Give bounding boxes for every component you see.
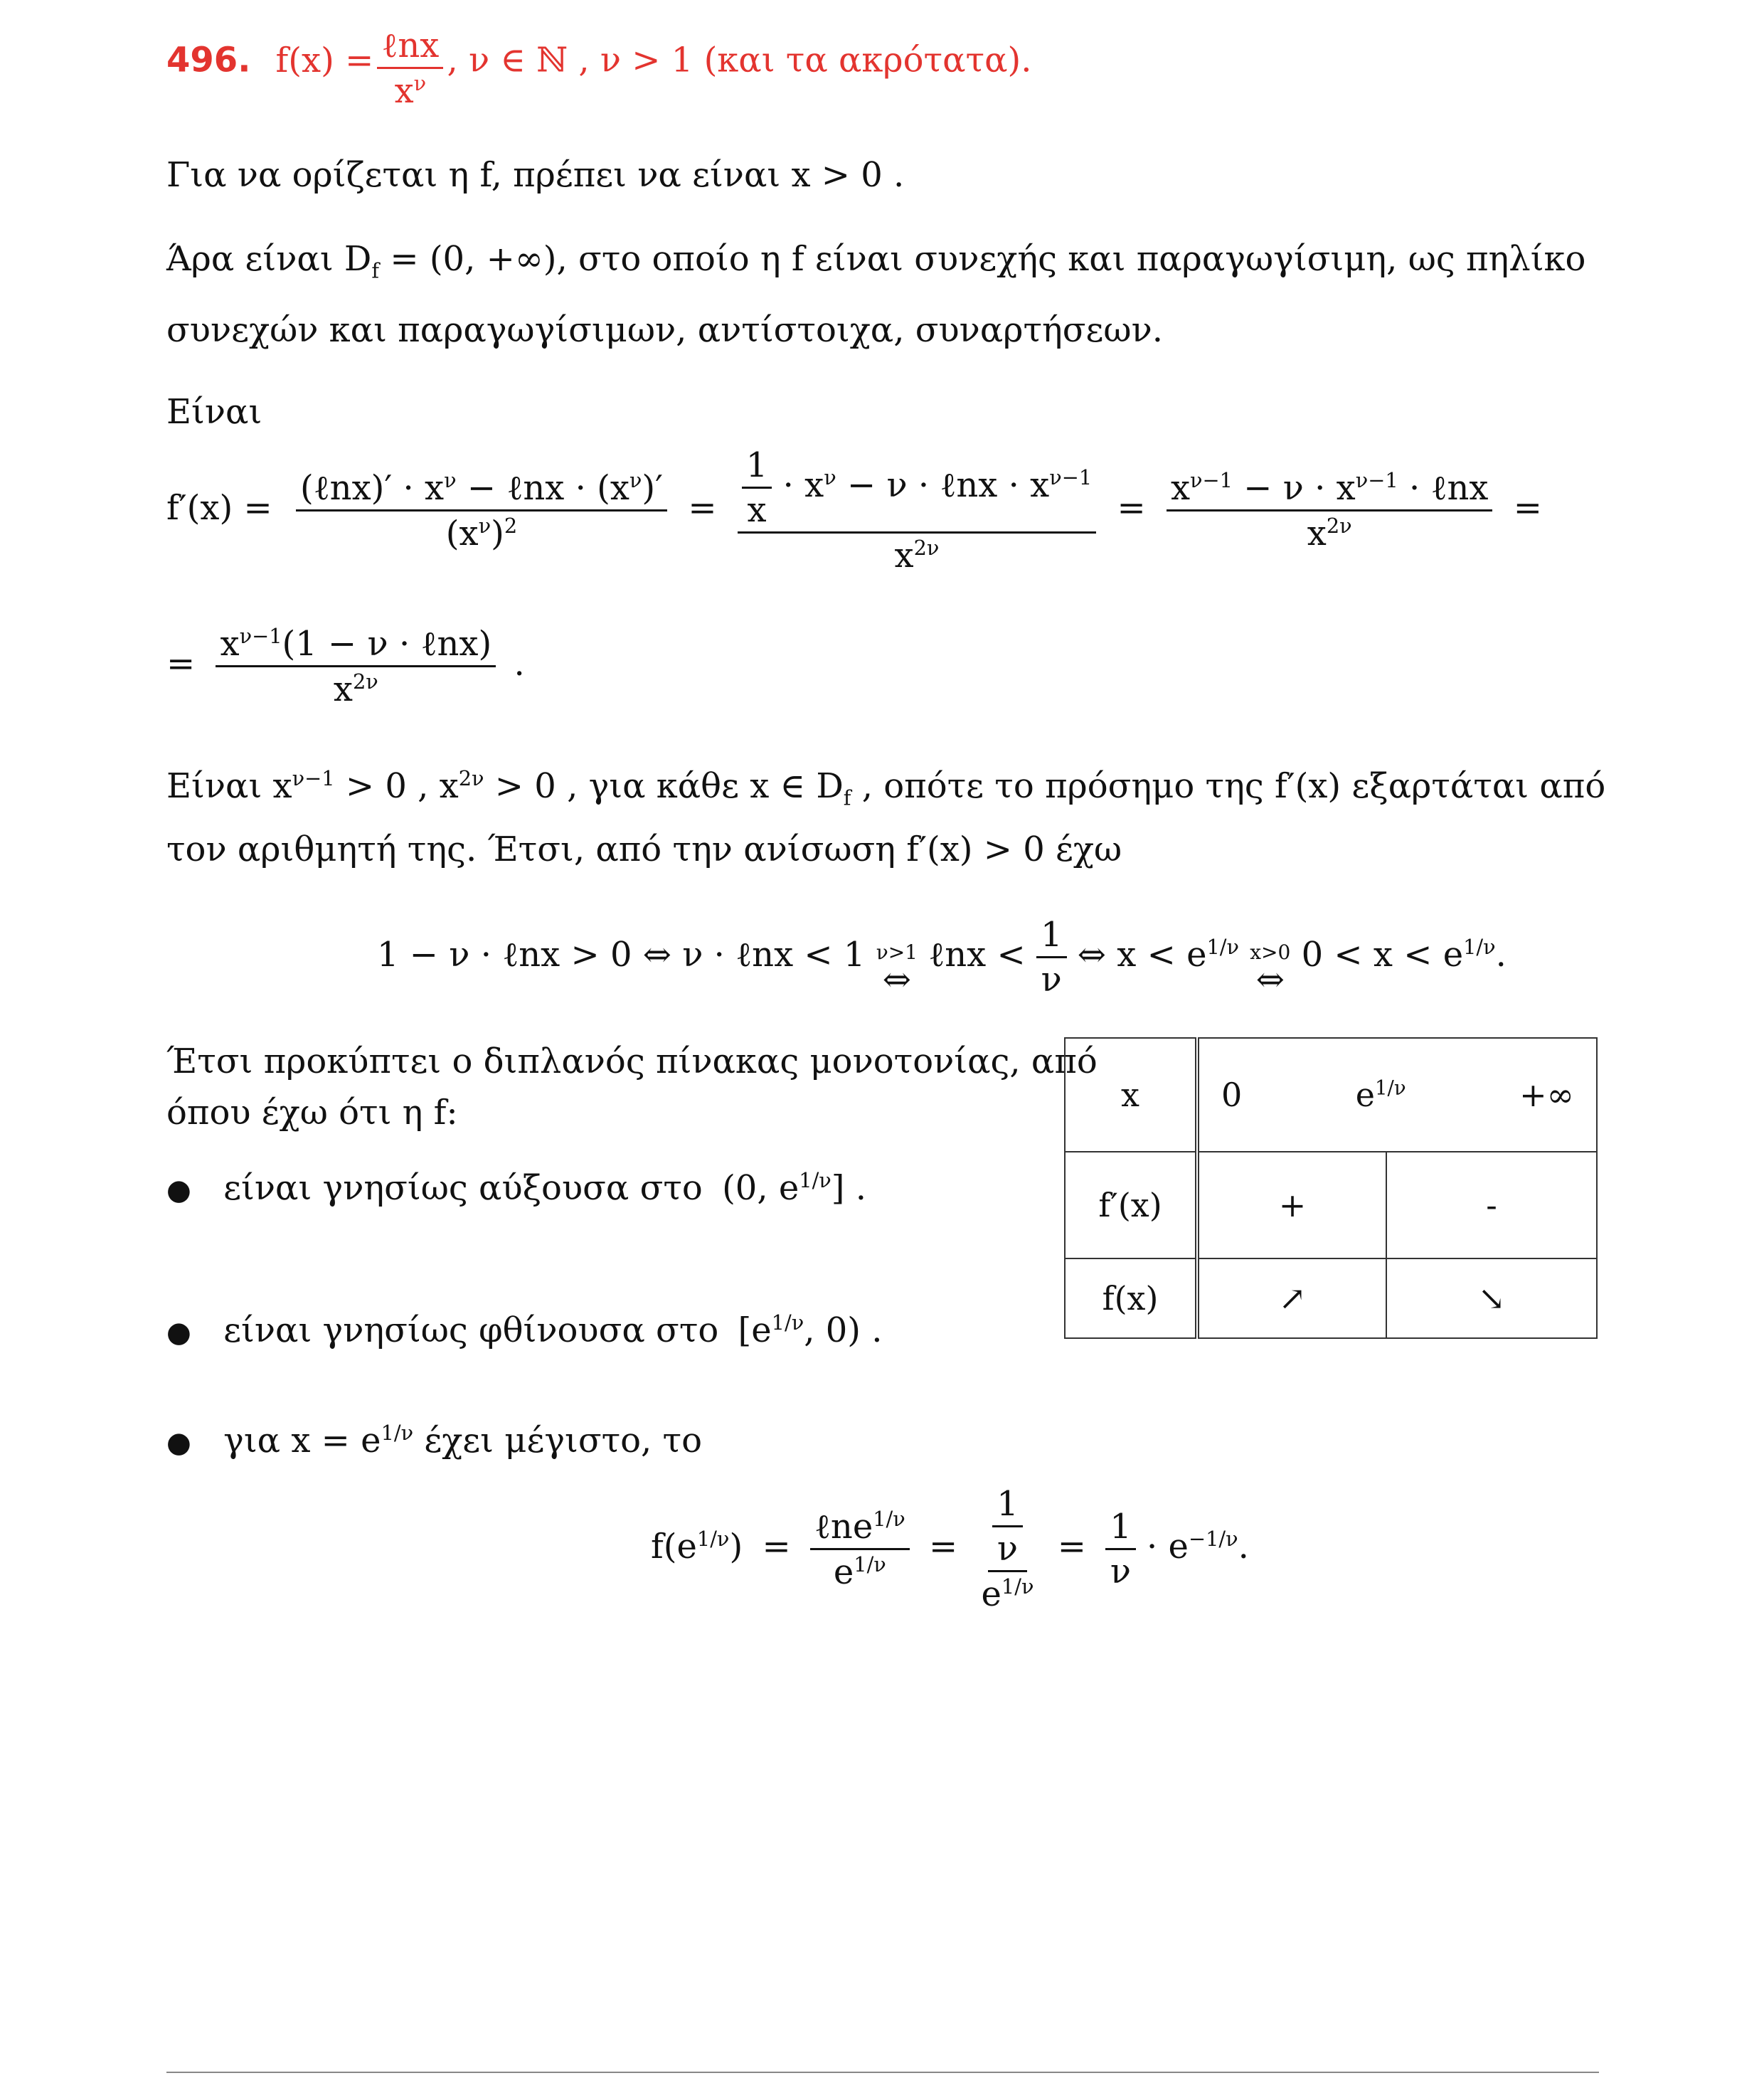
- frac1-den: (x: [445, 514, 479, 553]
- problem-numerator: ℓnx: [377, 28, 443, 69]
- ineq-end: .: [1495, 935, 1507, 975]
- table-row-x: [1065, 1038, 1597, 1152]
- maximum-line: [651, 1484, 1249, 1614]
- derivative-frac-3: [1167, 470, 1493, 551]
- max-frac-2: [977, 1484, 1038, 1614]
- table-fprime-label: f′(x): [1065, 1152, 1197, 1258]
- table-f-decreasing-icon: ↘: [1386, 1258, 1597, 1338]
- table-intro-1: Έτσι προκύπτει ο διπλανός πίνακας μονοτονίας, από: [166, 1042, 1098, 1081]
- eq-4: =: [166, 644, 196, 684]
- table-f-increasing-icon: ↗: [1197, 1258, 1386, 1338]
- max-tail-exp: −1/ν: [1188, 1527, 1238, 1551]
- b3-end: έχει μέγιστο, το: [413, 1421, 703, 1461]
- ineq-d-exp: 1/ν: [1463, 935, 1496, 959]
- b1-end: ] .: [831, 1168, 867, 1208]
- frac3-num-exp2: ν−1: [1355, 468, 1398, 492]
- derivative-line: [166, 445, 1552, 576]
- derivative-frac-1: [296, 470, 667, 551]
- frac1-num-tail: − ℓnx · (x: [456, 468, 629, 508]
- problem-number: 496.: [166, 40, 251, 80]
- df-sub: f: [371, 258, 380, 283]
- sign-line-2: τον αριθμητή της. Έτσι, από την ανίσωση f′(x) > 0 έχω: [166, 830, 1122, 869]
- bullet-1: [166, 1168, 867, 1208]
- max-f3-num: 1: [1105, 1510, 1136, 1550]
- max-f1-num: ℓne: [814, 1507, 873, 1547]
- b3-exp: 1/ν: [381, 1421, 414, 1445]
- ineq-c: ⇔ x < e: [1077, 935, 1207, 975]
- max-eq-3: =: [1057, 1527, 1086, 1567]
- frac1-den-exp: ν: [478, 514, 492, 538]
- max-arg-end: ): [729, 1527, 743, 1567]
- frac2-num-tail: · x: [772, 465, 824, 505]
- frac2-inner-den: x: [747, 490, 767, 530]
- b2-exp: 1/ν: [771, 1310, 804, 1335]
- problem-fraction: [377, 26, 443, 111]
- inequality-line: [377, 915, 1507, 1000]
- monotonicity-table: [1064, 1037, 1598, 1339]
- d2-den-exp: 2ν: [352, 669, 378, 694]
- d2-num-exp: ν−1: [239, 624, 282, 648]
- bullet-3: [166, 1421, 703, 1461]
- frac2-inner-num: 1: [742, 448, 772, 489]
- max-eq-2: =: [929, 1527, 958, 1567]
- table-header-e-exp: 1/ν: [1375, 1076, 1406, 1100]
- sign-a-exp: ν−1: [292, 766, 335, 790]
- table-fprime-plus: +: [1197, 1152, 1386, 1258]
- max-eq-1: =: [762, 1527, 791, 1567]
- max-f3-den: ν: [1110, 1552, 1132, 1591]
- d2-dot: .: [514, 644, 525, 684]
- max-tail: · e: [1147, 1527, 1189, 1567]
- max-end: .: [1238, 1527, 1249, 1567]
- table-header-zero: 0: [1221, 1076, 1243, 1114]
- max-f1-num-exp: 1/ν: [873, 1507, 905, 1531]
- sign-c-sub: f: [843, 785, 851, 810]
- table-f-label: f(x): [1065, 1258, 1197, 1338]
- frac2-num-exp1: ν: [824, 465, 836, 489]
- sign-d: , οπότε το πρόσημο της f′(x) εξαρτάται από: [851, 766, 1606, 806]
- eq-3: =: [1513, 488, 1542, 528]
- ineq-cond1-text: ν>1: [876, 940, 918, 964]
- max-f1-den: e: [833, 1552, 854, 1592]
- frac3-num: x: [1170, 468, 1191, 508]
- max-arg-exp: 1/ν: [696, 1527, 730, 1551]
- max-frac-3: [1105, 1507, 1136, 1591]
- df-line-2: συνεχών και παραγωγίσιμων, αντίστοιχα, συναρτήσεων.: [166, 310, 1163, 350]
- b2-text: είναι γνησίως φθίνουσα στο: [223, 1310, 719, 1350]
- eq-1: =: [688, 488, 717, 528]
- ineq-cond-1: [876, 940, 918, 1000]
- ineq-cond2-text: x>0: [1250, 940, 1291, 964]
- table-intro-2: όπου έχω ότι η f:: [166, 1093, 458, 1133]
- sign-line: [166, 768, 1605, 808]
- bullet-dot-1: ●: [166, 1174, 191, 1207]
- frac1-num-end: )′: [642, 468, 664, 508]
- problem-lhs: f(x) =: [275, 40, 374, 80]
- df-interval: = (0, +∞): [379, 239, 557, 279]
- frac2-den-exp: 2ν: [913, 536, 940, 560]
- frac2-num-exp2: ν−1: [1049, 465, 1093, 489]
- frac2-inner: [742, 445, 772, 530]
- max-f2-den-exp: 1/ν: [1001, 1574, 1034, 1599]
- eq-2: =: [1117, 488, 1146, 528]
- ineq-frac-num: 1: [1036, 918, 1067, 958]
- d2-num-end: (1 − ν · ℓnx): [282, 624, 492, 664]
- problem-denominator-exp: ν: [413, 71, 427, 95]
- max-f2-num-den: ν: [997, 1529, 1019, 1569]
- table-row-fprime: [1065, 1152, 1597, 1258]
- sign-b-exp: 2ν: [458, 766, 484, 790]
- max-arg: (e: [663, 1527, 697, 1567]
- max-f: f: [651, 1527, 664, 1567]
- einai-label: Είναι: [166, 392, 262, 432]
- table-header-x: x: [1065, 1038, 1197, 1152]
- frac1-num-exp: ν: [444, 468, 457, 492]
- problem-conditions: , ν ∈ ℕ , ν > 1 (και τα ακρότατα).: [447, 40, 1032, 80]
- table-header-e-base: e: [1355, 1076, 1375, 1114]
- ineq-arrow-1: ⇔: [882, 960, 911, 1000]
- sign-a: Είναι x: [166, 766, 292, 806]
- ineq-d: 0 < x < e: [1301, 935, 1464, 975]
- ineq-frac: [1036, 915, 1067, 1000]
- max-f2-inner: [992, 1484, 1023, 1569]
- sign-c: > 0 , για κάθε x ∈ D: [484, 766, 844, 806]
- ineq-cond-2: [1250, 940, 1291, 1000]
- sign-b: > 0 , x: [334, 766, 459, 806]
- problem-denominator: x: [394, 71, 414, 111]
- ineq-arrow-2: ⇔: [1255, 960, 1285, 1000]
- max-frac-1: [810, 1507, 910, 1592]
- ineq-frac-den: ν: [1041, 960, 1062, 1000]
- ineq-a: 1 − ν · ℓnx > 0 ⇔ ν · ℓnx < 1: [377, 935, 866, 975]
- frac3-num-end: · ℓnx: [1398, 468, 1489, 508]
- b1-text: είναι γνησίως αύξουσα στο: [223, 1168, 703, 1208]
- frac1-num-tail-exp: ν: [629, 468, 642, 492]
- max-f2-num-num: 1: [992, 1487, 1023, 1527]
- b3-text: για x = e: [223, 1421, 381, 1461]
- domain-line: Για να ορίζεται η f, πρέπει να είναι x > 0 .: [166, 155, 905, 195]
- frac3-num-mid: − ν · x: [1232, 468, 1356, 508]
- derivative2-frac: [216, 624, 496, 709]
- frac3-den: x: [1307, 514, 1327, 553]
- ineq-c-exp: 1/ν: [1206, 935, 1239, 959]
- table-fprime-minus: -: [1386, 1152, 1597, 1258]
- table-header-inf: +∞: [1519, 1076, 1574, 1114]
- b2-interval: [e: [738, 1310, 772, 1350]
- frac2-num-mid: − ν · ℓnx · x: [836, 465, 1050, 505]
- bullet-dot-2: ●: [166, 1316, 191, 1349]
- d2-num: x: [220, 624, 240, 664]
- frac3-num-exp1: ν−1: [1190, 468, 1233, 492]
- frac1-den-end: ): [491, 514, 504, 553]
- table-header-e: [1356, 1076, 1406, 1114]
- derivative-lhs: f′(x) =: [166, 488, 272, 528]
- max-f2-den: e: [981, 1574, 1001, 1614]
- frac1-den-pow: 2: [504, 514, 518, 538]
- frac2-den: x: [894, 536, 914, 576]
- frac3-den-exp: 2ν: [1326, 514, 1352, 538]
- problem-header: [166, 26, 1032, 111]
- max-f1-den-exp: 1/ν: [854, 1552, 886, 1576]
- bullet-dot-3: ●: [166, 1426, 191, 1459]
- df-rest: , στο οποίο η f είναι συνεχής και παραγωγίσιμη, ως πηλίκο: [556, 239, 1586, 279]
- bullet-2: [166, 1310, 883, 1350]
- b1-exp: 1/ν: [799, 1168, 831, 1192]
- derivative-line-2: [166, 624, 525, 709]
- ineq-b: ℓnx <: [928, 935, 1026, 975]
- df-line: [166, 239, 1586, 283]
- b2-end: , 0) .: [804, 1310, 883, 1350]
- df-start: Άρα είναι D: [166, 239, 372, 279]
- frac1-num: (ℓnx)′ · x: [299, 468, 445, 508]
- table-header-values: [1197, 1038, 1597, 1152]
- derivative-frac-2: [738, 445, 1096, 576]
- footer-divider: [166, 2072, 1599, 2073]
- table-row-f: [1065, 1258, 1597, 1338]
- b1-interval: (0, e: [722, 1168, 799, 1208]
- d2-den: x: [333, 669, 353, 709]
